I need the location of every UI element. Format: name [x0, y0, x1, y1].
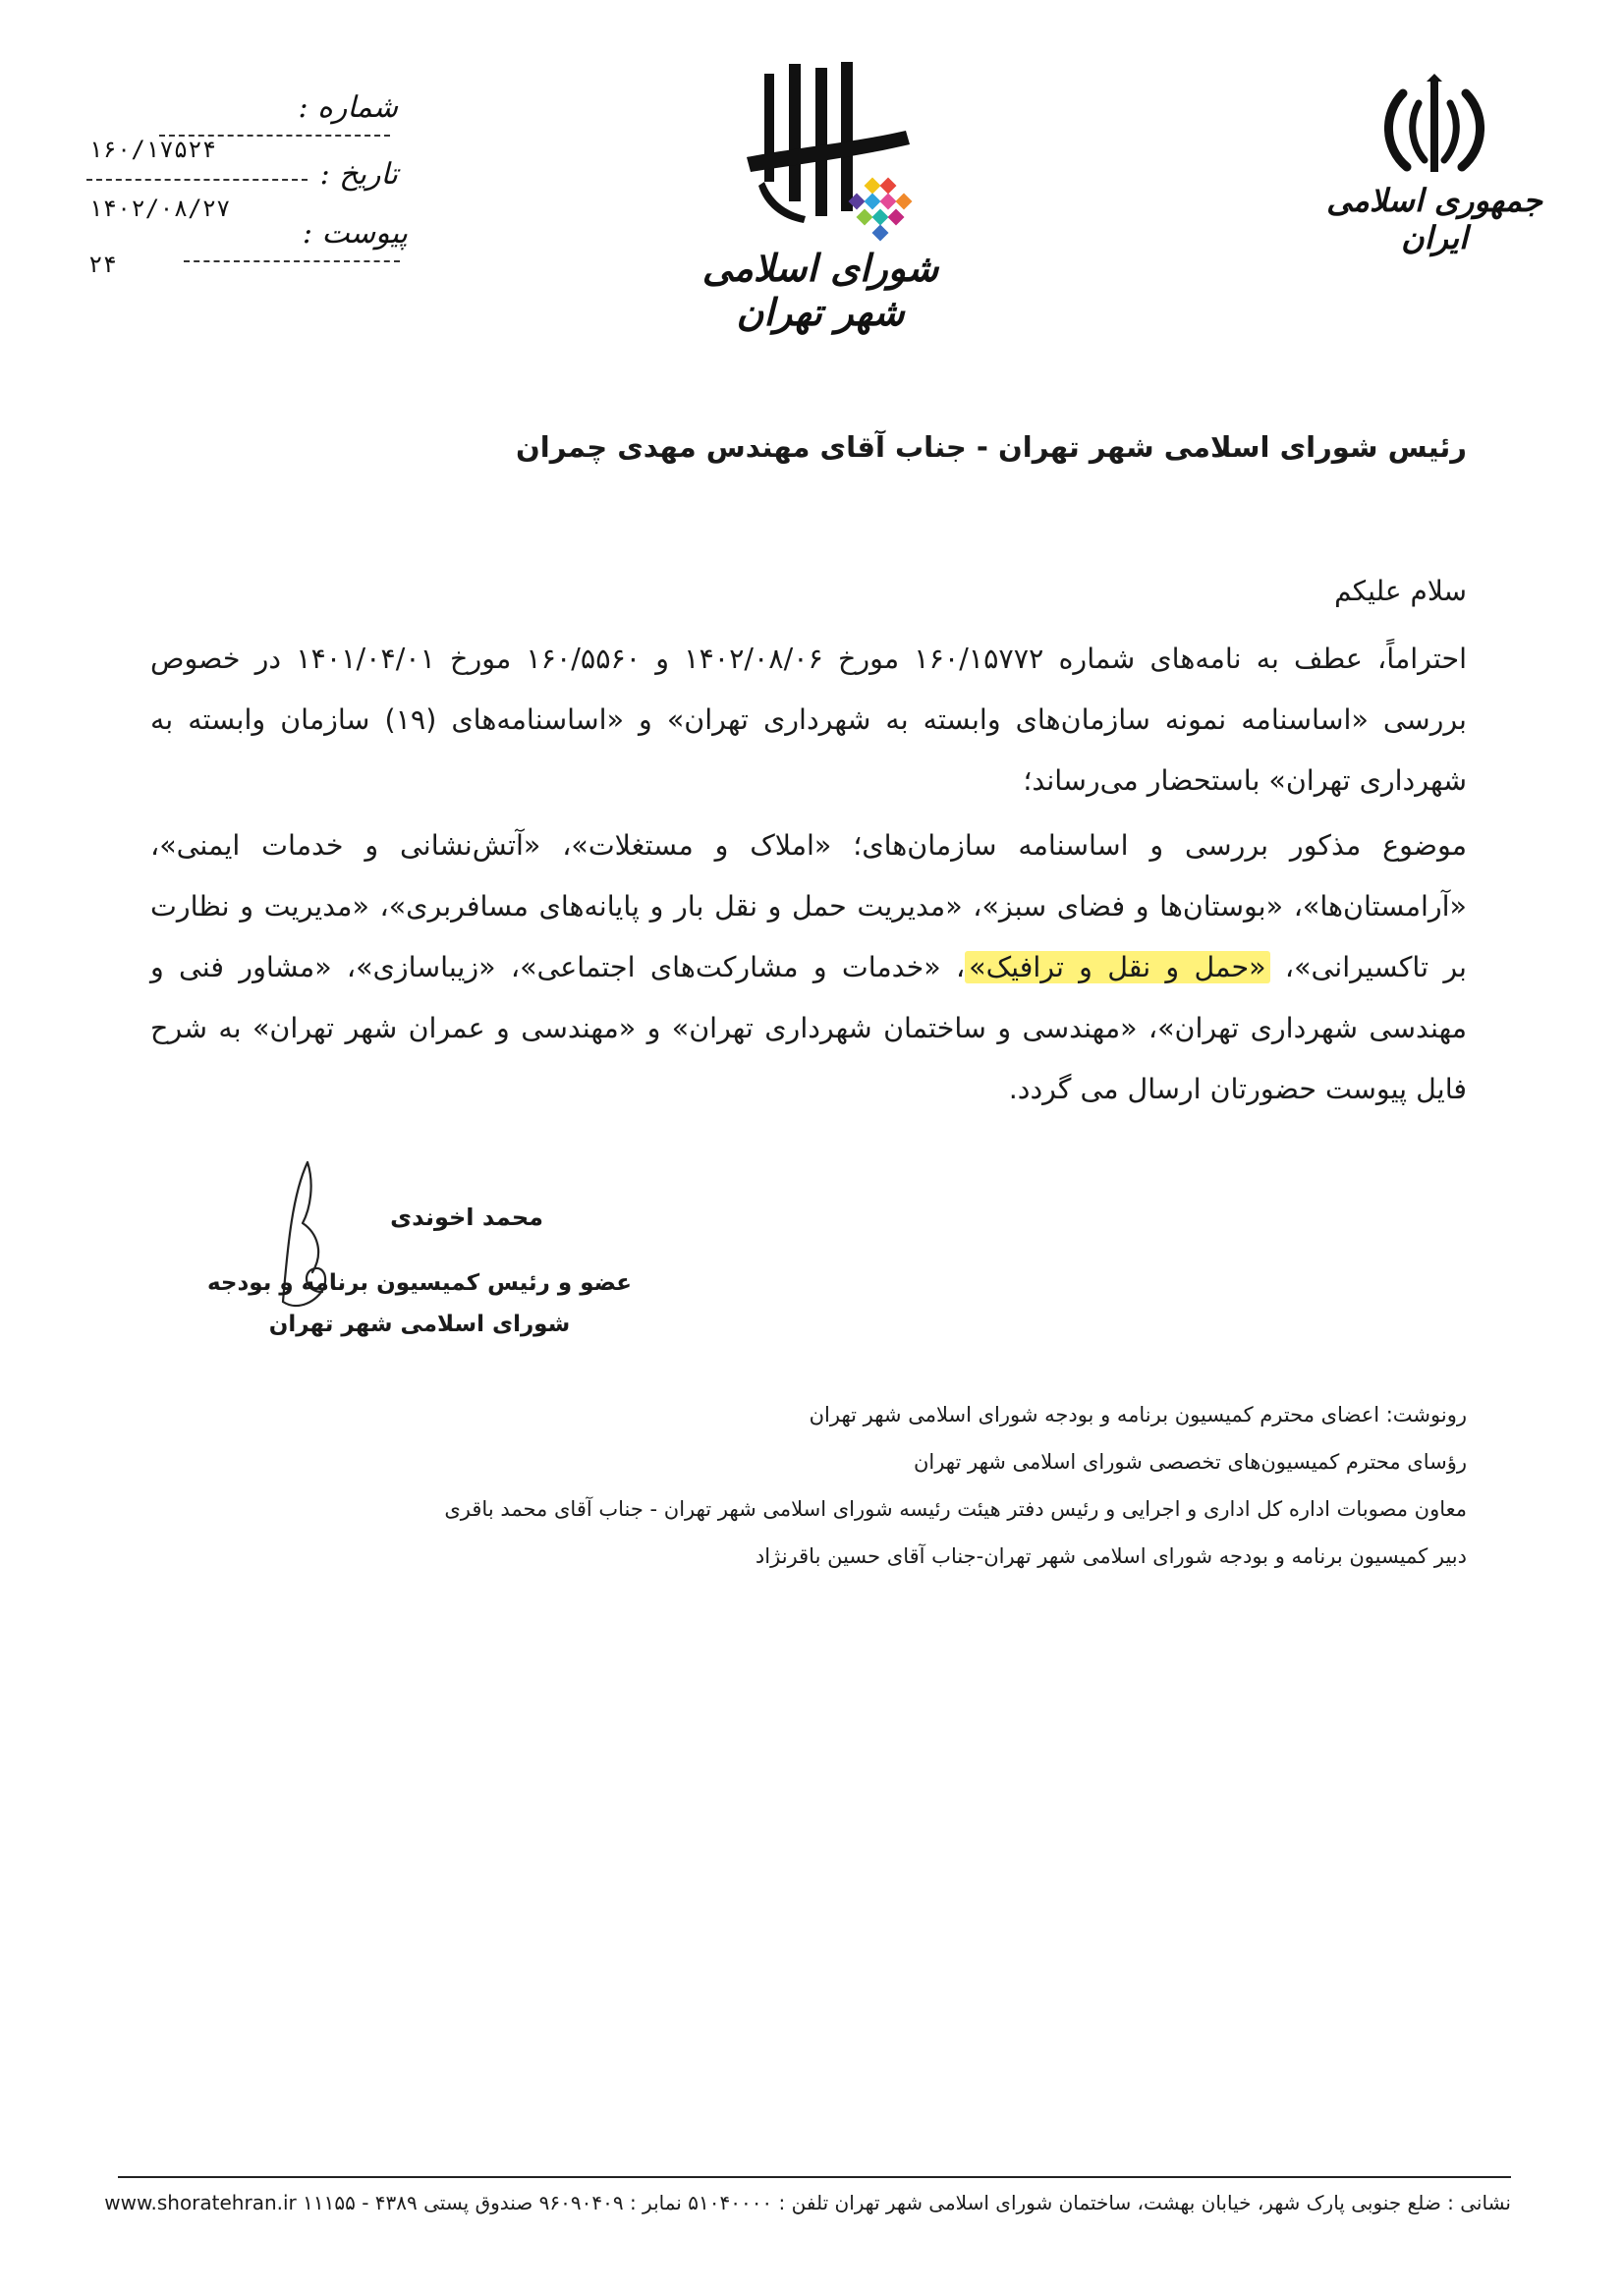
cc-item: معاون مصوبات اداره کل اداری و اجرایی و رئیس دفتر هیئت رئیسه شورای اسلامی شهر تهران - جناب آقای محمد باقری: [444, 1497, 1467, 1521]
republic-name: جمهوری اسلامی ایران: [1326, 182, 1542, 256]
signatory-title: [207, 1262, 632, 1345]
number-value: ۱۶۰/۱۷۵۲۴: [88, 136, 217, 163]
paragraph-body-part1: موضوع مذکور بررسی و اساسنامه سازمان‌های؛ «املاک و مستغلات»، «آتش‌نشانی و خدمات ایمنی»، «آرامستان‌ها»، «بوستان‌ها و فضای سبز»، «مدیریت حمل و نقل بار و پایانه‌های مسافربری»، «مدیریت و نظارت بر تاکسیرانی»،: [150, 829, 1467, 983]
council-logo: [648, 54, 982, 334]
attachment-row: [84, 216, 408, 269]
date-row: [84, 157, 398, 192]
republic-emblem: [1326, 74, 1542, 256]
attachment-label: پیوست :: [302, 216, 408, 251]
cc-item: رونوشت: اعضای محترم کمیسیون برنامه و بودجه شورای اسلامی شهر تهران: [809, 1403, 1467, 1427]
cc-item: دبیر کمیسیون برنامه و بودجه شورای اسلامی شهر تهران-جناب آقای حسین باقرنژاد: [755, 1544, 1467, 1568]
date-label: تاریخ :: [319, 157, 398, 192]
signatory-title-line1: عضو و رئیس کمیسیون برنامه و بودجه: [206, 1270, 632, 1296]
number-label: شماره :: [298, 90, 398, 125]
addressee: رئیس شورای اسلامی شهر تهران - جناب آقای مهندس مهدی چمران: [516, 430, 1467, 464]
paragraph-body: [150, 815, 1467, 1120]
attachment-value: ۲۴: [88, 251, 117, 278]
footer-divider: [118, 2176, 1511, 2178]
attachment-dotted-line: [184, 260, 400, 262]
cc-item: رؤسای محترم کمیسیون‌های تخصصی شورای اسلامی شهر تهران: [913, 1450, 1467, 1474]
council-name: شورای اسلامی شهر تهران: [701, 246, 939, 334]
paragraph-intro: احتراماً، عطف به نامه‌های شماره ۱۶۰/۱۵۷۷۲ مورخ ۱۴۰۲/۰۸/۰۶ و ۱۶۰/۵۵۶۰ مورخ ۱۴۰۱/۰۴/۰۱ در خصوص بررسی «اساسنامه نمونه سازمان‌های وابسته به شهرداری تهران» و «اساسنامه‌های (۱۹) سازمان وابسته به شهرداری تهران» باستحضار می‌رساند؛: [150, 643, 1467, 797]
date-dotted-line: [86, 179, 308, 181]
highlighted-text: «حمل و نقل و ترافیک»: [965, 951, 1269, 983]
signatory-name: محمد اخوندی: [390, 1203, 543, 1231]
council-logo-icon: [648, 54, 982, 251]
paragraph-body-part2: ، «خدمات و مشارکت‌های اجتماعی»، «زیباسازی»، «مشاور فنی و مهندسی شهرداری تهران»، «مهندسی و ساختمان شهرداری تهران» و «مهندسی و عمران شهر تهران» به شرح فایل پیوست حضورتان ارسال می گردد.: [150, 951, 1467, 1105]
signatory-title-line2: شورای اسلامی شهر تهران: [268, 1312, 571, 1337]
greeting: سلام علیکم: [1334, 575, 1467, 607]
date-value: ۱۴۰۲/۰۸/۲۷: [88, 195, 231, 222]
footer-address: نشانی : ضلع جنوبی پارک شهر، خیابان بهشت، ساختمان شورای اسلامی شهر تهران تلفن : ۵۱۰۴۰۰۰۰ نمابر : ۹۶۰۹۰۴۰۹ صندوق پستی ۴۳۸۹ - ۱۱۱۵۵ www.shoratehran.ir: [104, 2191, 1511, 2214]
iran-emblem-icon: [1336, 74, 1533, 182]
